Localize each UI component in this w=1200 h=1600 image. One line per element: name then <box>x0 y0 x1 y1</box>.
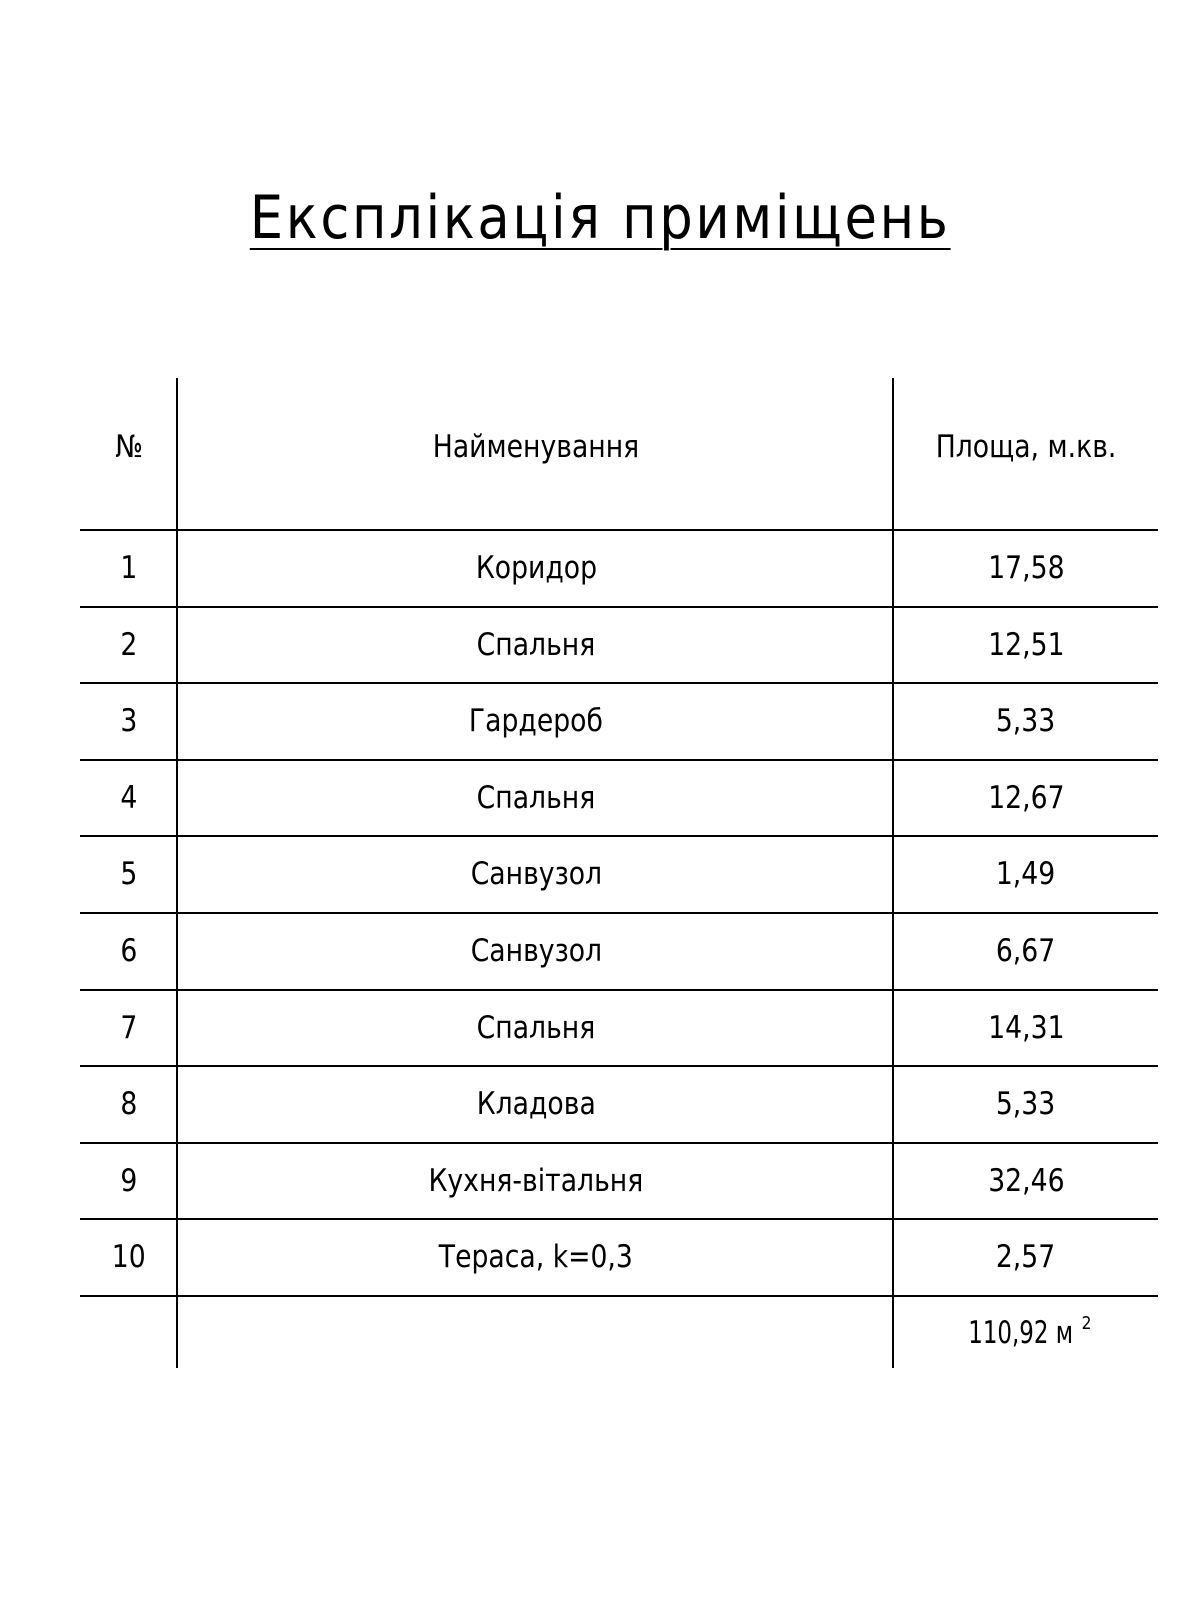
room-name <box>180 1220 892 1295</box>
room-name-text: Кладова <box>476 1086 596 1122</box>
room-area-text: 17,58 <box>987 550 1065 586</box>
room-name-text: Гардероб <box>468 703 604 739</box>
total-area-value: 110,92 м <box>968 1315 1074 1351</box>
room-area <box>894 991 1158 1066</box>
row-number <box>80 608 178 683</box>
row-number-text: 2 <box>120 627 138 663</box>
room-name-text: Кухня-вітальня <box>428 1163 644 1199</box>
total-area <box>894 1300 1158 1364</box>
room-area <box>894 1144 1158 1219</box>
room-name <box>180 837 892 912</box>
room-name-text: Спальня <box>476 627 596 663</box>
room-area-text: 14,31 <box>987 1010 1065 1046</box>
total-area-unit-superscript: 2 <box>1082 1313 1092 1334</box>
row-number <box>80 1144 178 1219</box>
room-area <box>894 608 1158 683</box>
room-area-text: 12,51 <box>987 627 1065 663</box>
room-area <box>894 914 1158 989</box>
room-name <box>180 1067 892 1142</box>
room-name-text: Спальня <box>476 1010 596 1046</box>
room-area-text: 5,33 <box>996 703 1056 739</box>
row-number <box>80 761 178 836</box>
table-divider-horizontal <box>80 1295 1158 1297</box>
row-number-text: 7 <box>120 1010 138 1046</box>
row-number-text: 5 <box>120 856 138 892</box>
row-number-text: 4 <box>120 780 138 816</box>
row-number <box>80 837 178 912</box>
room-name-text: Коридор <box>475 550 597 586</box>
room-name-text: Спальня <box>476 780 596 816</box>
room-area <box>894 1220 1158 1295</box>
row-number <box>80 991 178 1066</box>
document-title-text: Експлікація приміщень <box>249 183 951 253</box>
row-number-text: 9 <box>120 1163 138 1199</box>
room-area <box>894 684 1158 759</box>
room-name-text: Санвузол <box>470 933 602 969</box>
room-name-text: Санвузол <box>470 856 602 892</box>
room-name <box>180 914 892 989</box>
document-title <box>0 183 1200 253</box>
room-area <box>894 761 1158 836</box>
room-area-text: 5,33 <box>996 1086 1056 1122</box>
row-number <box>80 531 178 606</box>
room-name <box>180 1144 892 1219</box>
room-name <box>180 608 892 683</box>
room-area-text: 2,57 <box>996 1239 1056 1275</box>
row-number-text: 3 <box>120 703 138 739</box>
row-number-text: 8 <box>120 1086 138 1122</box>
room-area-text: 32,46 <box>987 1163 1065 1199</box>
header-number: № <box>115 429 143 465</box>
row-number-text: 1 <box>120 550 138 586</box>
row-number-text: 6 <box>120 933 138 969</box>
room-area <box>894 837 1158 912</box>
room-area-text: 6,67 <box>996 933 1056 969</box>
room-name <box>180 761 892 836</box>
room-area-text: 12,67 <box>987 780 1065 816</box>
room-area-text: 1,49 <box>996 856 1056 892</box>
room-name <box>180 684 892 759</box>
room-name <box>180 531 892 606</box>
room-area <box>894 531 1158 606</box>
header-name: Найменування <box>432 429 640 465</box>
row-number-text: 10 <box>112 1239 146 1275</box>
header-area: Площа, м.кв. <box>935 429 1117 465</box>
row-number <box>80 684 178 759</box>
row-number <box>80 1067 178 1142</box>
room-name-text: Тераса, k=0,3 <box>438 1239 634 1275</box>
row-number <box>80 1220 178 1295</box>
room-area <box>894 1067 1158 1142</box>
room-name <box>180 991 892 1066</box>
row-number <box>80 914 178 989</box>
